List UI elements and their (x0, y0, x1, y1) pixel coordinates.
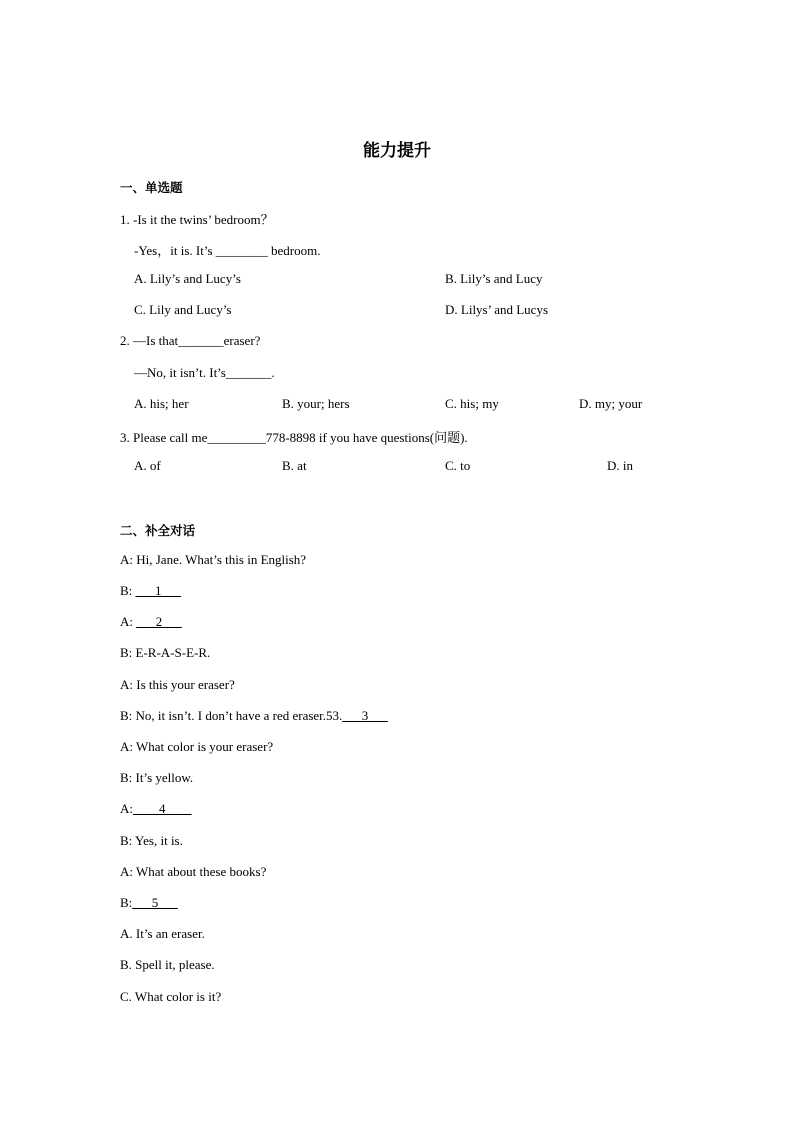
dialogue-line-text: B: (120, 583, 136, 598)
dialogue-line (120, 895, 178, 911)
answer-option-text: B. Spell it, please. (120, 957, 215, 972)
answer-option-c (120, 989, 221, 1005)
dialogue-line-text: B: Yes, it is. (120, 833, 183, 848)
dialogue-line-text: A: Is this your eraser? (120, 677, 235, 692)
dialogue-blank-4: ____4____ (133, 801, 192, 816)
section-heading-dialogue: 二、补全对话 (120, 523, 196, 538)
dialogue-line (120, 614, 182, 630)
dialogue-blank-1: ___1___ (135, 583, 182, 598)
dialogue-line (120, 739, 273, 755)
dialogue-blank-5: ___5___ (132, 895, 178, 910)
question-1-option-d: D. Lilys’ and Lucys (445, 302, 549, 317)
dialogue-line-text: B: No, it isn’t. I don’t have a red eraser.53. (120, 708, 343, 723)
answer-option-text: C. What color is it? (120, 989, 222, 1004)
answer-option-a (120, 926, 205, 942)
dialogue-line-text: A: What about these books? (120, 864, 267, 879)
dialogue-line-text: B: E-R-A-S-E-R. (120, 645, 211, 660)
dialogue-line (120, 552, 306, 568)
dialogue-blank-3: ___3___ (342, 708, 388, 723)
dialogue-line (120, 833, 183, 849)
question-1-option-b: B. Lily’s and Lucy (445, 271, 543, 286)
dialogue-blank-2: ___2___ (136, 614, 182, 629)
answer-option-text: A. It’s an eraser. (120, 926, 205, 941)
dialogue-line-text: A: (120, 801, 133, 816)
question-3-option-a: A. of (134, 458, 161, 473)
dialogue-line (120, 864, 266, 880)
dialogue-line (120, 770, 193, 786)
dialogue-line-text: A: Hi, Jane. What’s this in English? (120, 552, 307, 567)
dialogue-line (120, 677, 235, 693)
question-1-option-a: A. Lily’s and Lucy’s (134, 271, 241, 286)
dialogue-line (120, 645, 210, 661)
question-3-option-b: B. at (282, 458, 307, 473)
dialogue-line-text: A: (120, 614, 137, 629)
dialogue-line (120, 583, 181, 599)
dialogue-line (120, 708, 388, 724)
question-3-option-d: D. in (607, 458, 633, 473)
dialogue-line-text: B: (120, 895, 133, 910)
question-1-response: -Yes，it is. It’s ________ bedroom. (134, 243, 321, 258)
question-2-option-c: C. his; my (445, 396, 499, 411)
dialogue-line-text: A: What color is your eraser? (120, 739, 274, 754)
page-title: 能力提升 (363, 141, 431, 161)
section-heading-multiple-choice: 一、单选题 (120, 180, 183, 195)
question-2-option-d: D. my; your (579, 396, 643, 411)
question-2-response: —No, it isn’t. It’s_______. (134, 365, 275, 380)
question-3-stem: 3. Please call me_________778-8898 if you have questions(问题). (120, 430, 468, 445)
question-3-option-c: C. to (445, 458, 471, 473)
answer-option-b (120, 957, 215, 973)
question-2-stem: 2. —Is that_______eraser? (120, 333, 261, 348)
dialogue-line-text: B: It’s yellow. (120, 770, 194, 785)
question-2-option-a: A. his; her (134, 396, 189, 411)
dialogue-line (120, 801, 192, 817)
question-2-option-b: B. your; hers (282, 396, 350, 411)
question-1-option-c: C. Lily and Lucy’s (134, 302, 232, 317)
question-1-stem: 1. -Is it the twins’ bedroom？ (120, 212, 274, 227)
